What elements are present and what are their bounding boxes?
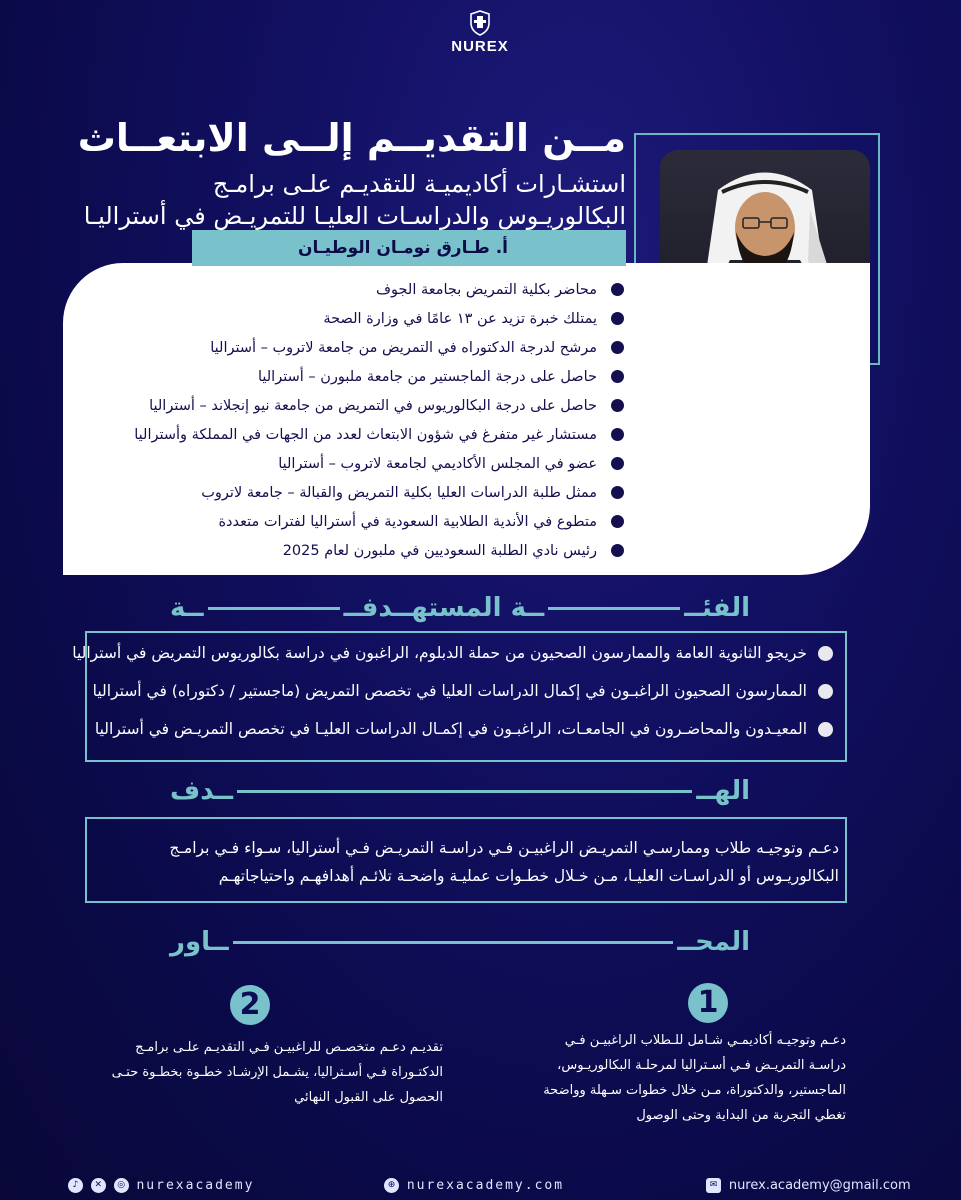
list-item: محاضر بكلية التمريض بجامعة الجوف [64,279,624,308]
title-divider [233,941,674,944]
shield-logo-icon [468,10,492,36]
tiktok-icon[interactable]: ♪ [68,1178,83,1193]
axis-text-1: دعـم وتوجيـه أكاديمـي شـامل للـطلاب الراغبيـن فـي دراسـة التمريـض فـي أسـتراليا لمرحلـة البكالوريـوس، الماجستير، والدكتوراة، مـن خلال خطوات سـهلة وواضحة تغطي التجربة من البداية وحتى الوصول [543,1033,846,1123]
credentials-list [64,279,624,569]
page-title: مــن التقديــم إلــى الابتعــاث [77,116,626,160]
bullet-icon [611,515,624,528]
presenter-name: أ. طـارق نومـان الوطيـان [192,230,626,266]
bullet-icon [818,684,833,699]
title-divider [208,607,340,610]
list-item: حاصل على درجة البكالوريوس في التمريض من جامعة نيو إنجلاند – أستراليا [64,395,624,424]
subtitle-line-1: استشـارات أكاديميـة للتقديـم علـى برامـج [212,170,626,198]
list-item: عضو في المجلس الأكاديمي لجامعة لاتروب – أستراليا [64,453,624,482]
bullet-icon [611,428,624,441]
bullet-icon [611,399,624,412]
bullet-icon [611,283,624,296]
brand-logo [430,10,530,66]
target-section-title: الفئــ ــة المستهــدفــ ــة [169,593,750,623]
list-item: مستشار غير متفرغ في شؤون الابتعاث لعدد من الجهات في المملكة وأستراليا [64,424,624,453]
list-item: مرشح لدرجة الدكتوراه في التمريض من جامعة لاتروب – أستراليا [64,337,624,366]
bullet-icon [611,457,624,470]
email-link[interactable]: ✉ nurex.academy@gmail.com [706,1178,911,1193]
bullet-icon [818,646,833,661]
list-item: الممارسون الصحيون الراغبـون في إكمال الدراسات العليا في تخصص التمريض (ماجستير / دكتوراه) في أستراليا [93,678,833,716]
list-item: ممثل طلبة الدراسات العليا بكلية التمريض والقبالة – جامعة لاتروب [64,482,624,511]
website-link[interactable]: ⊕ nurexacademy.com [384,1178,564,1193]
social-handle[interactable]: nurexacademy [136,1178,255,1193]
list-item: حاصل على درجة الماجستير من جامعة ملبورن – أستراليا [64,366,624,395]
x-icon[interactable]: ✕ [91,1178,106,1193]
bullet-icon [611,370,624,383]
axis-number-1: 1 [688,983,728,1023]
list-item: متطوع في الأندية الطلابية السعودية في أستراليا لفترات متعددة [64,511,624,540]
list-item: رئيس نادي الطلبة السعوديين في ملبورن لعام 2025 [64,540,624,569]
axes-section-title: المحــ ــاور [170,927,750,957]
title-divider [548,607,680,610]
brand-name: NUREX [451,38,509,55]
instagram-icon[interactable]: ◎ [114,1178,129,1193]
bullet-icon [611,544,624,557]
subtitle-line-2: البكالوريـوس والدراسـات العليـا للتمريـض في أستراليـا [83,202,626,230]
bullet-icon [611,312,624,325]
list-item: يمتلك خبرة تزيد عن ١٣ عامًا في وزارة الصحة [64,308,624,337]
axis-number-2: 2 [230,985,270,1025]
headline-block [26,112,626,232]
goal-text: دعـم وتوجيـه طلاب وممارسـي التمريـض الراغبيـن فـي دراسـة التمريـض فـي أستراليا، سـواء فـي برامـج البكالوريـوس أو الدراسـات العليـا، مـن خـلال خطـوات عمليـة واضحـة تلائـم أهدافهـم واحتياجاتهـم [169,839,839,885]
bullet-icon [611,486,624,499]
globe-icon: ⊕ [384,1178,399,1193]
social-links [68,1178,254,1193]
bullet-icon [818,722,833,737]
footer [0,1170,961,1200]
target-list [72,640,833,754]
list-item: خريجو الثانوية العامة والممارسون الصحيون من حملة الدبلوم، الراغبون في دراسة بكالوريوس التمريض في أستراليا [93,640,833,678]
list-item: المعيـدون والمحاضـرون في الجامعـات، الراغبـون في إكمـال الدراسات العليـا في تخصص التمريـض في أستراليا [93,716,833,754]
title-divider [237,790,692,793]
goal-section-title: الهــ ــدف [170,776,750,806]
mail-icon: ✉ [706,1178,721,1193]
axis-text-2: تقديـم دعـم متخصـص للراغبيـن فـي التقديـم علـى برامـج الدكتـوراة فـي أسـتراليا، يشـمل الإرشـاد خطـوة بخطـوة حتـى الحصول على القبول النهائي [111,1040,443,1105]
bullet-icon [611,341,624,354]
